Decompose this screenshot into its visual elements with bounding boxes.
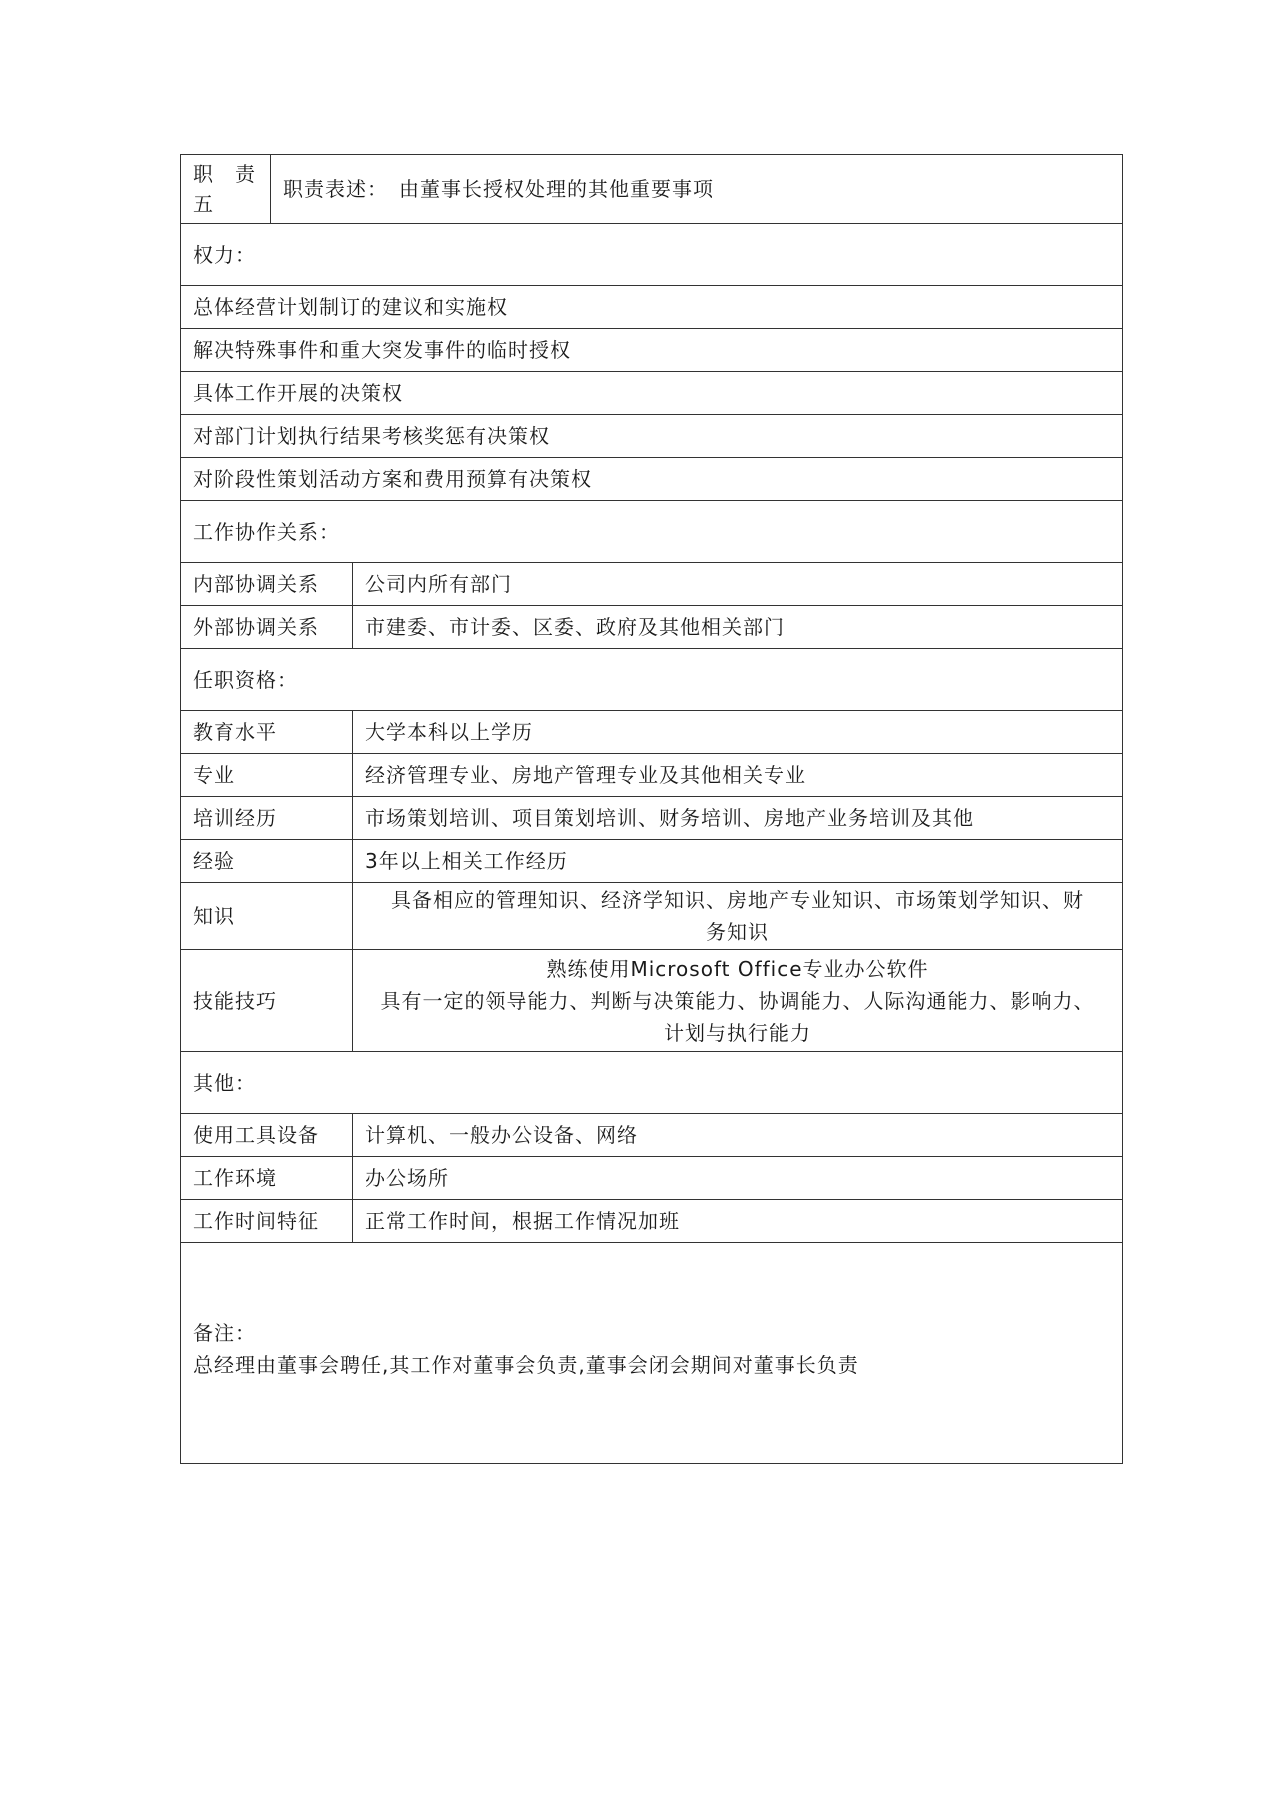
power-item: [181, 328, 1122, 371]
remark-text: 总经理由董事会聘任,其工作对董事会负责,董事会闭会期间对董事长负责: [193, 1353, 859, 1377]
remark-heading: 备注：: [193, 1321, 256, 1345]
relation-label: 内部协调关系: [181, 563, 353, 605]
relation-value: 市建委、市计委、区委、政府及其他相关部门: [365, 615, 785, 639]
relation-row: [181, 605, 1122, 648]
qualification-label: 专业: [181, 754, 353, 796]
other-value: 正常工作时间，根据工作情况加班: [365, 1209, 680, 1233]
power-item: [181, 371, 1122, 414]
power-item: [181, 285, 1122, 328]
other-heading-row: [181, 1051, 1122, 1113]
qualification-label: 教育水平: [181, 711, 353, 753]
duty-label: 职 责 五: [181, 155, 271, 223]
skills-line: 熟练使用Microsoft Office专业办公软件: [546, 956, 929, 981]
relation-row: [181, 562, 1122, 605]
other-row: [181, 1199, 1122, 1242]
relation-value: 公司内所有部门: [365, 572, 512, 596]
other-label: 工作环境: [181, 1157, 353, 1199]
qualification-label: 经验: [181, 840, 353, 882]
qualification-row: [181, 753, 1122, 796]
qualification-row: [181, 839, 1122, 882]
power-item: [181, 414, 1122, 457]
other-value: 办公场所: [365, 1166, 449, 1190]
other-row: [181, 1113, 1122, 1156]
knowledge-line: 具备相应的管理知识、经济学知识、房地产专业知识、市场策划学知识、财: [391, 888, 1084, 912]
qualifications-heading: 任职资格：: [193, 667, 298, 692]
other-row: [181, 1156, 1122, 1199]
relations-heading: 工作协作关系：: [193, 519, 340, 544]
remark-cell: [181, 1243, 1122, 1463]
other-heading: 其他：: [193, 1070, 256, 1095]
relations-heading-row: [181, 500, 1122, 562]
power-item: [181, 457, 1122, 500]
knowledge-line: 务知识: [706, 920, 769, 944]
relation-label: 外部协调关系: [181, 606, 353, 648]
power-item-text: 对阶段性策划活动方案和费用预算有决策权: [193, 467, 592, 491]
powers-heading-row: [181, 223, 1122, 285]
skills-label: 技能技巧: [181, 950, 353, 1051]
knowledge-row: [181, 882, 1122, 949]
qualification-value: 市场策划培训、项目策划培训、财务培训、房地产业务培训及其他: [365, 806, 974, 830]
qualification-row: [181, 710, 1122, 753]
power-item-text: 对部门计划执行结果考核奖惩有决策权: [193, 424, 550, 448]
power-item-text: 总体经营计划制订的建议和实施权: [193, 295, 508, 319]
qualification-value: 大学本科以上学历: [365, 720, 533, 744]
qualification-value: 经济管理专业、房地产管理专业及其他相关专业: [365, 763, 806, 787]
skills-value: [353, 950, 1122, 1051]
powers-heading: 权力：: [193, 242, 256, 267]
job-description-table: [180, 154, 1123, 1464]
knowledge-label: 知识: [181, 883, 353, 949]
duty-row: [181, 155, 1122, 223]
skills-row: [181, 949, 1122, 1051]
qualification-value: 3年以上相关工作经历: [365, 849, 568, 873]
other-value: 计算机、一般办公设备、网络: [365, 1123, 638, 1147]
duty-text: 职责表述： 由董事长授权处理的其他重要事项: [283, 177, 714, 201]
qualification-label: 培训经历: [181, 797, 353, 839]
remark-row: [181, 1242, 1122, 1463]
other-label: 使用工具设备: [181, 1114, 353, 1156]
skills-line: 计划与执行能力: [664, 1020, 811, 1045]
power-item-text: 解决特殊事件和重大突发事件的临时授权: [193, 338, 571, 362]
power-item-text: 具体工作开展的决策权: [193, 381, 403, 405]
qualifications-heading-row: [181, 648, 1122, 710]
qualification-row: [181, 796, 1122, 839]
other-label: 工作时间特征: [181, 1200, 353, 1242]
skills-line: 具有一定的领导能力、判断与决策能力、协调能力、人际沟通能力、影响力、: [380, 988, 1095, 1013]
knowledge-value: [353, 883, 1122, 949]
